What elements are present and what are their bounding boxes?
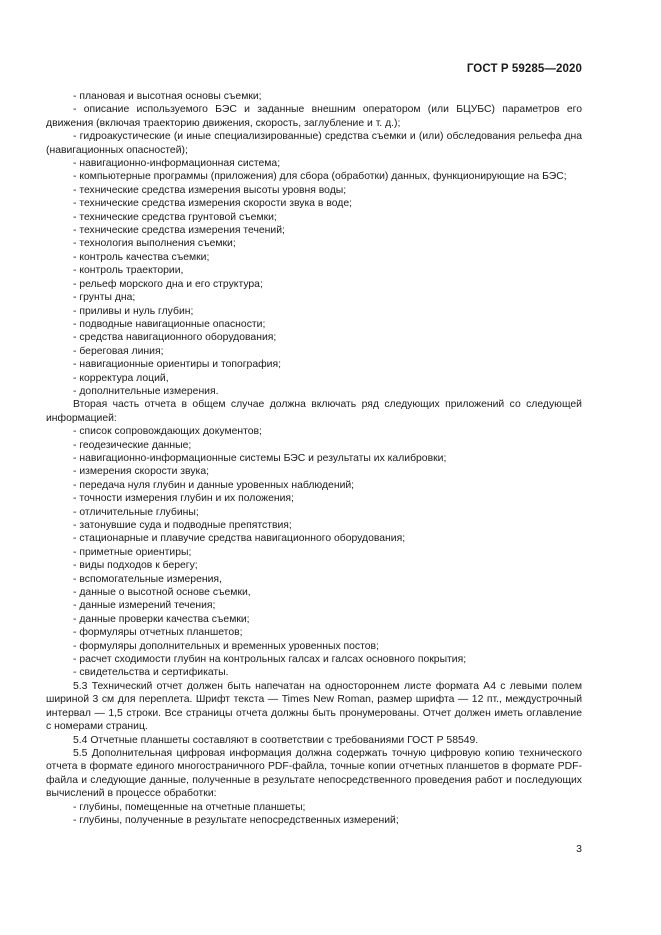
list-item: - свидетельства и сертификаты. xyxy=(73,667,229,679)
list-item: - формуляры отчетных планшетов; xyxy=(73,627,243,639)
list-item: - данные о высотной основе съемки, xyxy=(73,587,251,599)
list-item: - расчет сходимости глубин на контрольных галсах и галсах основного покрытия; xyxy=(73,654,467,666)
list-item: - описание используемого БЭС и заданные внешним оператором (или БЦУБС) параметров его движения (включая траекторию движения, скорость, заглубление и т. д.); xyxy=(46,104,582,129)
list-item: - гидроакустические (и иные специализированные) средства съемки и (или) обследования рельефа дна (навигационных опасностей); xyxy=(46,131,582,156)
document-body xyxy=(46,90,582,827)
paragraph: 5.4 Отчетные планшеты составляют в соответствии с требованиями ГОСТ Р 58549. xyxy=(73,734,479,746)
list-item: - компьютерные программы (приложения) для сбора (обработки) данных, функционирующие на БЭС; xyxy=(73,171,567,183)
list-item: - дополнительные измерения. xyxy=(73,385,219,397)
list-item: - плановая и высотная основы съемки; xyxy=(73,91,262,102)
list-item: - виды подходов к берегу; xyxy=(73,560,198,572)
list-item: - приметные ориентиры; xyxy=(73,546,192,558)
document-header: ГОСТ Р 59285—2020 xyxy=(466,63,582,75)
list-item: - глубины, помещенные на отчетные планшеты; xyxy=(73,801,306,813)
list-item: - геодезические данные; xyxy=(73,439,192,451)
list-item: - подводные навигационные опасности; xyxy=(73,318,266,330)
list-item: - данные измерений течения; xyxy=(73,600,216,612)
list-item: - технология выполнения съемки; xyxy=(73,238,236,250)
list-item: - навигационно-информационные системы БЭС и результаты их калибровки; xyxy=(73,452,447,464)
list-item: - технические средства измерения течений; xyxy=(73,225,285,237)
list-item: - рельеф морского дна и его структура; xyxy=(73,278,263,290)
paragraph: 5.3 Технический отчет должен быть напечатан на одностороннем листе формата А4 с левыми полем шириной 3 см для переплета. Шрифт текста — Times New Roman, размер шрифта — 12 пт., междустрочный интервал — 1,5 строки. Все страницы отчета должны быть пронумерованы. Отчет должен иметь оглавление с номерами страниц. xyxy=(46,680,582,733)
list-item: - точности измерения глубин и их положения; xyxy=(73,493,294,505)
list-item: - затонувшие суда и подводные препятствия; xyxy=(73,520,292,531)
list-item: - контроль траектории, xyxy=(73,265,184,277)
list-item: - отличительные глубины; xyxy=(73,506,199,518)
page-number: 3 xyxy=(576,843,582,855)
list-item: - стационарные и плавучие средства навигационного оборудования; xyxy=(73,533,406,545)
list-item: - грунты дна; xyxy=(73,292,136,304)
list-item: - список сопровождающих документов; xyxy=(73,426,262,438)
paragraph: Вторая часть отчета в общем случае должна включать ряд следующих приложений со следующей информацией: xyxy=(46,399,582,424)
list-item: - передача нуля глубин и данные уровенных наблюдений; xyxy=(73,479,355,491)
list-item: - измерения скорости звука; xyxy=(73,466,209,478)
list-item: - формуляры дополнительных и временных уровенных постов; xyxy=(73,640,379,652)
list-item: - данные проверки качества съемки; xyxy=(73,613,250,625)
list-item: - корректура лоций, xyxy=(73,372,169,384)
list-item: - береговая линия; xyxy=(73,345,164,357)
list-item: - глубины, полученные в результате непосредственных измерений; xyxy=(73,814,399,826)
list-item: - навигационные ориентиры и топография; xyxy=(73,359,281,371)
list-item: - технические средства измерения высоты уровня воды; xyxy=(73,184,347,196)
list-item: - технические средства грунтовой съемки; xyxy=(73,211,277,223)
list-item: - средства навигационного оборудования; xyxy=(73,332,277,344)
list-item: - технические средства измерения скорости звука в воде; xyxy=(73,198,353,210)
paragraph: 5.5 Дополнительная цифровая информация должна содержать точную цифровую копию технического отчета в формате единого многостраничного PDF-файла, точные копии отчетных планшетов в формате PDF-файла и следующие данные, полученные в результате непосредственного проведения работ и последующих вычислений в процессе обработки: xyxy=(46,747,582,800)
list-item: - приливы и нуль глубин; xyxy=(73,305,194,317)
list-item: - навигационно-информационная система; xyxy=(73,158,281,170)
list-item: - контроль качества съемки; xyxy=(73,251,210,263)
list-item: - вспомогательные измерения, xyxy=(73,573,222,585)
